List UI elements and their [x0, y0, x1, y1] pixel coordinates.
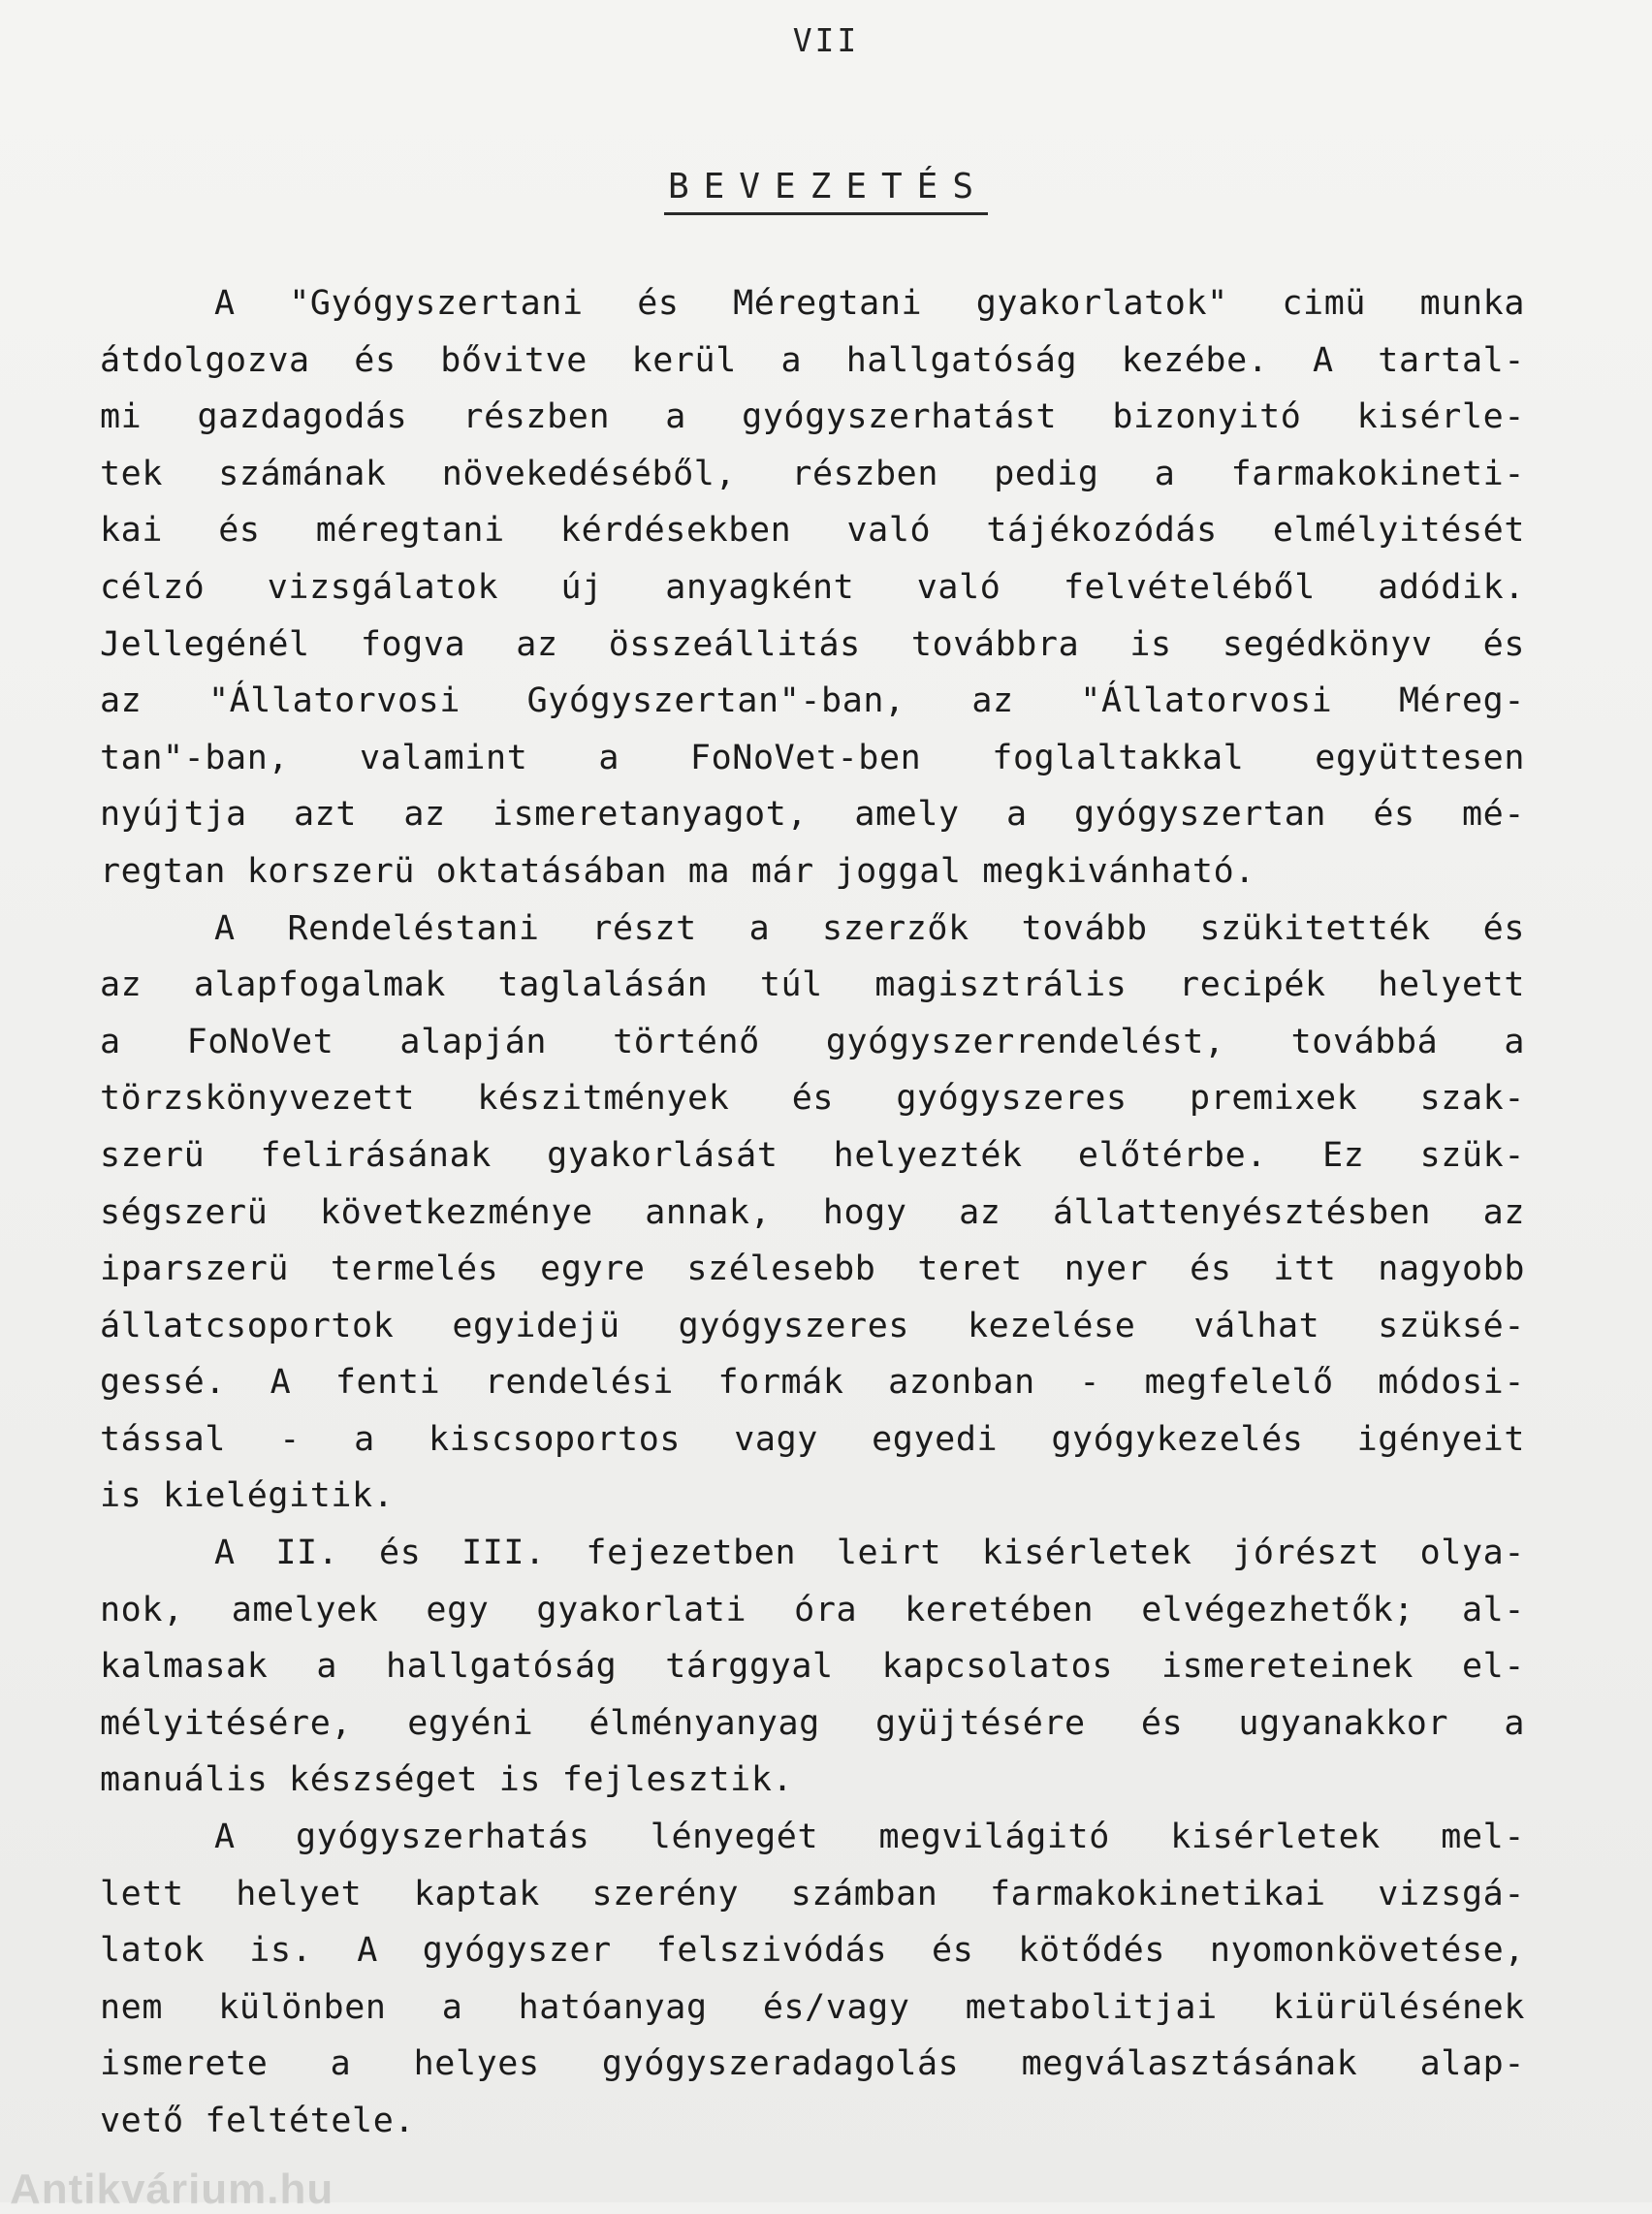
- text-line: az "Állatorvosi Gyógyszertan"-ban, az "Állatorvosi Méreg-: [100, 681, 1525, 721]
- text-line: vető feltétele.: [100, 2102, 416, 2140]
- text-line: lett helyet kaptak szerény számban farmakokinetikai vizsgá-: [100, 1874, 1525, 1914]
- text-line: A II. és III. fejezetben leirt kisérletek jórészt olya-: [214, 1534, 1525, 1573]
- text-line: is kielégitik.: [100, 1476, 395, 1516]
- text-line: A Rendeléstani részt a szerzők tovább szükitették és: [214, 908, 1525, 948]
- text-line: mi gazdagodás részben a gyógyszerhatást bizonyitó kisérle-: [100, 397, 1525, 437]
- text-line: az alapfogalmak taglalásán túl magisztrális recipék helyett: [100, 965, 1525, 1005]
- page-number: VII: [792, 21, 860, 59]
- watermark: Antikvárium.hu: [10, 2166, 334, 2213]
- text-line: nok, amelyek egy gyakorlati óra keretében elvégezhetők; al-: [100, 1590, 1525, 1629]
- text-line: kalmasak a hallgatóság tárggyal kapcsolatos ismereteinek el-: [100, 1647, 1525, 1687]
- text-line: regtan korszerü oktatásában ma már joggal megkivánható.: [100, 851, 1255, 891]
- text-line: manuális készséget is fejlesztik.: [100, 1760, 794, 1800]
- text-line: a FoNoVet alapján történő gyógyszerrendelést, továbbá a: [100, 1022, 1525, 1061]
- text-line: mélyitésére, egyéni élményanyag gyüjtésére és ugyanakkor a: [100, 1703, 1525, 1743]
- text-line: A "Gyógyszertani és Méregtani gyakorlatok" cimü munka: [214, 284, 1525, 323]
- text-line: latok is. A gyógyszer felszivódás és kötődés nyomonkövetése,: [100, 1931, 1525, 1971]
- text-line: tan"-ban, valamint a FoNoVet-ben foglaltakkal együttesen: [100, 738, 1525, 777]
- body-text: [100, 275, 1525, 2150]
- page-title-text: BEVEZETÉS: [664, 167, 988, 215]
- text-line: tással - a kiscsoportos vagy egyedi gyógykezelés igényeit: [100, 1419, 1525, 1459]
- text-line: kai és méregtani kérdésekben való tájékozódás elmélyitését: [100, 511, 1525, 551]
- text-line: iparszerü termelés egyre szélesebb teret nyer és itt nagyobb: [100, 1249, 1525, 1289]
- text-line: nem különben a hatóanyag és/vagy metabolitjai kiürülésének: [100, 1987, 1525, 2027]
- text-line: ségszerü következménye annak, hogy az állattenyésztésben az: [100, 1192, 1525, 1232]
- text-line: Jellegénél fogva az összeállitás továbbra is segédkönyv és: [100, 624, 1525, 664]
- text-line: nyújtja azt az ismeretanyagot, amely a gyógyszertan és mé-: [100, 795, 1525, 835]
- text-line: A gyógyszerhatás lényegét megvilágitó kisérletek mel-: [214, 1818, 1525, 1857]
- text-line: célzó vizsgálatok új anyagként való felvételéből adódik.: [100, 567, 1525, 607]
- text-line: gessé. A fenti rendelési formák azonban - megfelelő módosi-: [100, 1363, 1525, 1403]
- page-title: [0, 167, 1652, 215]
- text-line: ismerete a helyes gyógyszeradagolás megválasztásának alap-: [100, 2044, 1525, 2084]
- text-line: tek számának növekedéséből, részben pedig a farmakokineti-: [100, 454, 1525, 493]
- text-line: törzskönyvezett készitmények és gyógyszeres premixek szak-: [100, 1079, 1525, 1119]
- text-line: állatcsoportok egyidejü gyógyszeres kezelése válhat szüksé-: [100, 1306, 1525, 1345]
- text-line: szerü felirásának gyakorlását helyezték előtérbe. Ez szük-: [100, 1135, 1525, 1175]
- text-line: átdolgozva és bővitve kerül a hallgatóság kezébe. A tartal-: [100, 340, 1525, 380]
